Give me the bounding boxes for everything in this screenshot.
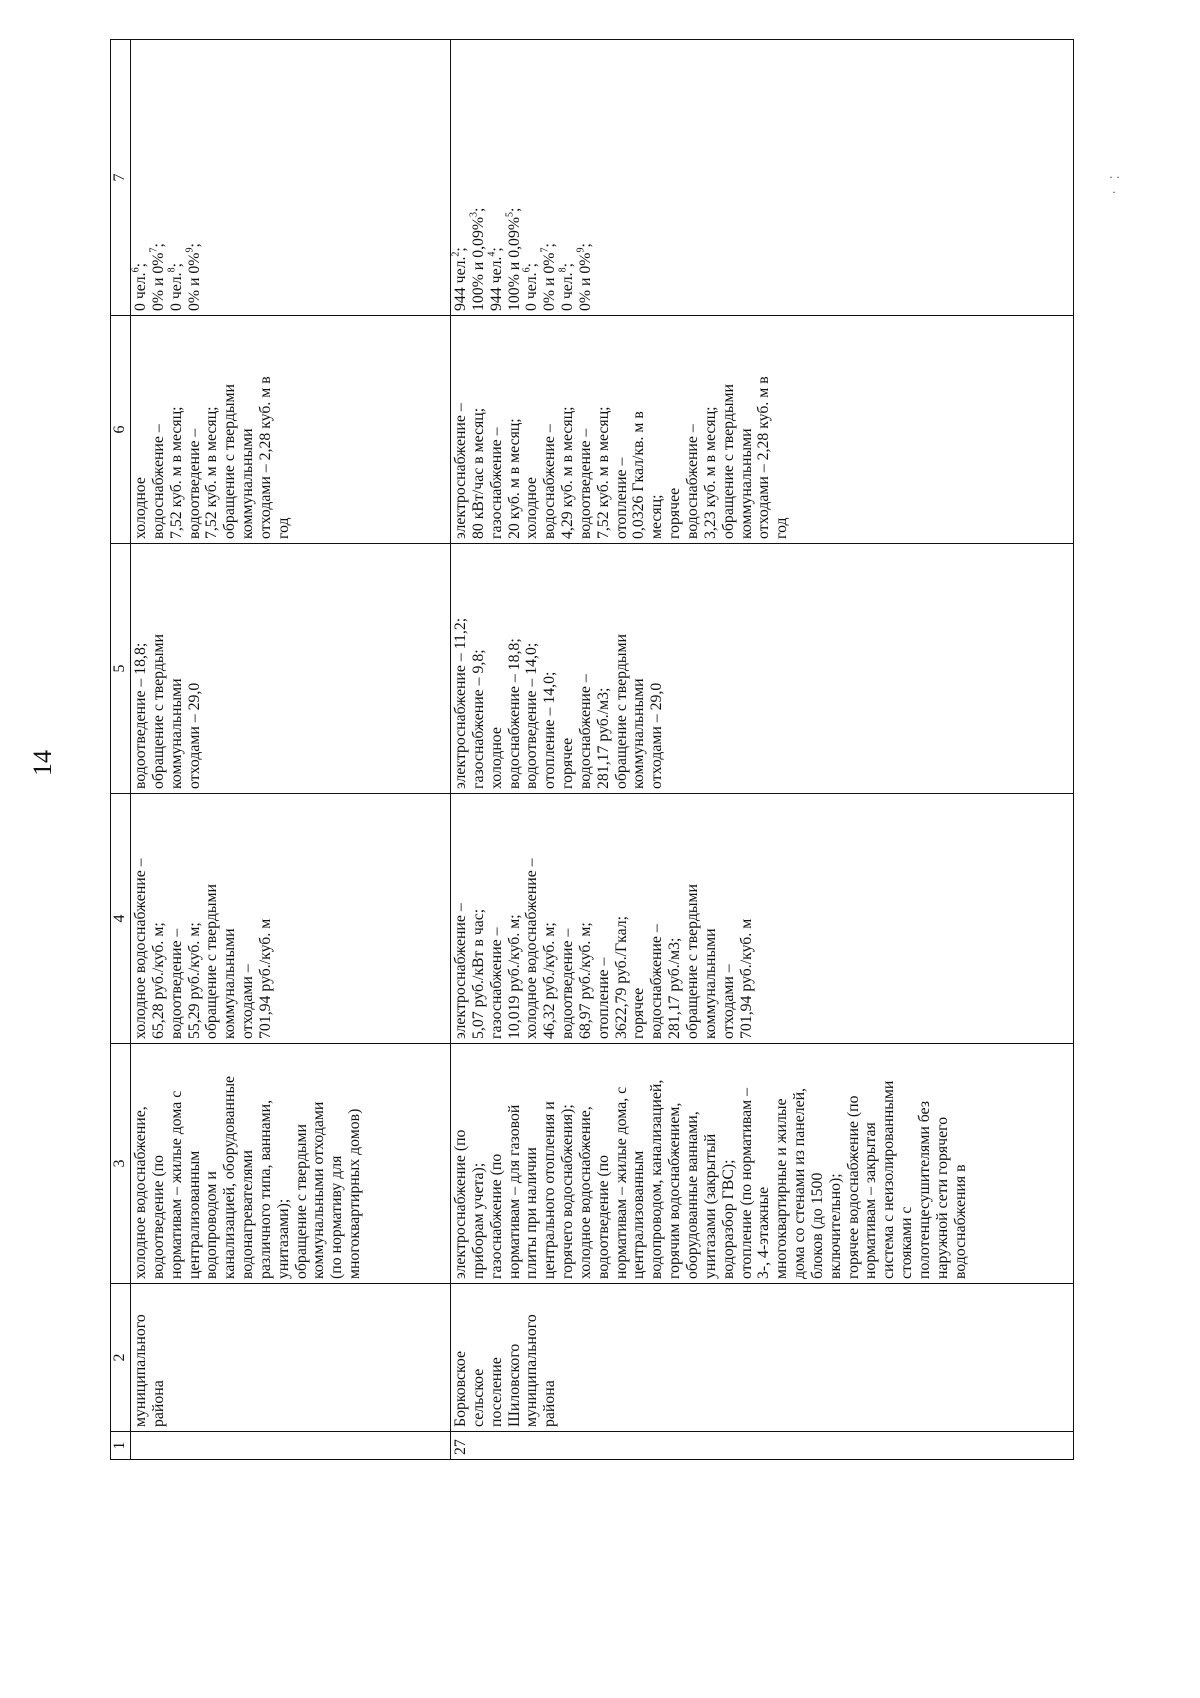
- cell-line: горячее: [559, 737, 577, 789]
- row-number-cell: 27: [451, 1432, 1074, 1460]
- cell-line: холодное: [132, 477, 149, 539]
- cell-line: района: [149, 1380, 167, 1427]
- footnote-marker: 6: [130, 267, 142, 273]
- header-cell-7: 7: [111, 40, 131, 316]
- population-cell: [131, 40, 451, 316]
- footnote-marker: 6: [522, 267, 534, 273]
- cell-line: отопление (по нормативам –: [737, 1087, 755, 1279]
- cell-line: 4,29 куб. м в месяц;: [559, 406, 577, 539]
- cell-line: год: [274, 517, 292, 539]
- cell-line: водоотведение – 14,0;: [523, 642, 541, 789]
- cell-line: отходами – 29,0: [648, 682, 666, 789]
- cell-line: водоотведение –: [576, 428, 594, 539]
- cell-line: обращение с твердыми: [221, 384, 239, 539]
- footnote-marker: 2: [450, 251, 462, 257]
- cell-line: многоквартирных домов): [346, 1108, 364, 1279]
- population-value: 0 чел.: [132, 272, 149, 311]
- cell-line: 7,52 куб. м в месяц;: [594, 406, 612, 539]
- cell-line: газоснабжение –: [487, 427, 505, 539]
- population-value: 0% и 0%: [149, 252, 167, 311]
- cell-line: 7,52 куб. м в месяц;: [167, 406, 185, 539]
- cell-line: обращение с твердыми: [683, 884, 701, 1039]
- scan-specks: · · ·: [1109, 170, 1120, 199]
- cell-line: водопроводом и: [203, 1171, 221, 1279]
- cell-line: нормативам – жилые дома, с: [612, 1086, 630, 1279]
- services-cell: [451, 1044, 1074, 1284]
- footnote-marker: 8: [557, 267, 569, 273]
- header-cell-5: 5: [111, 544, 131, 794]
- tariffs-cell: [131, 794, 451, 1044]
- cell-line: района: [541, 1380, 559, 1427]
- cell-line: система с неизолированными: [880, 1080, 898, 1279]
- cell-line: отходами –: [719, 964, 737, 1039]
- cell-line: коммунальными: [239, 428, 257, 539]
- cell-line: отопление –: [612, 457, 630, 539]
- cell-line: 10,019 руб./куб. м;: [505, 914, 523, 1039]
- header-cell-6: 6: [111, 316, 131, 544]
- cell-line: отходами –: [239, 964, 257, 1039]
- cell-line: холодное водоснабжение,: [576, 1106, 594, 1279]
- cell-line: 46,32 руб./куб. м;: [541, 922, 559, 1039]
- cell-line: горячего водоснабжения);: [559, 1104, 577, 1279]
- cell-line: плиты при наличии: [523, 1147, 541, 1279]
- cell-line: обращение с твердыми: [612, 634, 630, 789]
- population-line: 944 чел.$^2$;: [450, 247, 469, 311]
- territory-cell: [451, 1284, 1074, 1432]
- cell-line: холодное водоснабжение,: [132, 1106, 149, 1279]
- cell-line: водоразбор ГВС);: [719, 1159, 737, 1279]
- cell-line: водоснабжение –: [541, 424, 559, 539]
- cell-line: нормативам – для газовой: [505, 1104, 523, 1279]
- cell-line: электроснабжение –: [452, 903, 469, 1039]
- cell-line: Борковское: [452, 1351, 469, 1427]
- cell-line: электроснабжение (по: [452, 1129, 469, 1279]
- cell-line: водоснабжение –: [576, 674, 594, 789]
- cell-line: муниципального: [132, 1314, 149, 1427]
- volume-cell: [451, 316, 1074, 544]
- population-line: 0% и 0%$^7$;: [148, 243, 167, 311]
- growth-cell: [451, 544, 1074, 794]
- cell-line: централизованным: [630, 1150, 648, 1279]
- cell-line: 55,29 руб./куб. м;: [185, 922, 203, 1039]
- cell-line: горячее: [666, 487, 684, 539]
- volume-cell: [131, 316, 451, 544]
- cell-line: коммунальными: [221, 928, 239, 1039]
- footnote-marker: 9: [184, 247, 196, 253]
- population-line: 0 чел.$^6$;: [522, 262, 541, 311]
- cell-line: нормативам – жилые дома с: [167, 1090, 185, 1279]
- cell-line: 80 кВт/час в месяц;: [469, 407, 487, 539]
- population-value: 0% и 0%: [185, 252, 203, 311]
- footnote-marker: 3: [468, 211, 480, 217]
- population-line: 0% и 0%$^7$;: [539, 243, 559, 311]
- cell-line: включительно);: [826, 1173, 844, 1279]
- cell-line: коммунальными: [701, 928, 719, 1039]
- cell-line: холодное водоснабжение –: [132, 858, 149, 1039]
- population-value: 944 чел.: [452, 256, 469, 311]
- cell-line: различного типа, ваннами,: [256, 1099, 274, 1279]
- footnote-marker: 8: [166, 267, 178, 273]
- cell-line: 0,0326 Гкал/кв. м в: [630, 411, 648, 539]
- cell-line: приборам учета);: [469, 1162, 487, 1279]
- cell-line: коммунальными отходами: [310, 1101, 328, 1279]
- footnote-marker: 5: [504, 211, 516, 217]
- header-cell-1: 1: [111, 1432, 131, 1460]
- cell-line: унитазами);: [274, 1198, 292, 1279]
- cell-line: 701,94 руб./куб. м: [737, 918, 755, 1039]
- cell-line: год: [773, 517, 791, 539]
- cell-line: нормативам – закрытая: [862, 1122, 880, 1279]
- row-number-cell: [131, 1432, 451, 1460]
- cell-line: муниципального: [523, 1314, 541, 1427]
- header-cell-4: 4: [111, 794, 131, 1044]
- cell-line: холодное водоснабжение –: [523, 858, 541, 1039]
- population-value: 0 чел.: [167, 272, 185, 311]
- header-cell-3: 3: [111, 1044, 131, 1284]
- population-value: 944 чел.: [487, 256, 505, 311]
- population-value: 0% и 0%: [541, 252, 559, 311]
- cell-line: водоснабжение –: [149, 424, 167, 539]
- cell-line: водоотведение –: [559, 928, 577, 1039]
- footnote-marker: 7: [148, 247, 160, 253]
- cell-line: 5,07 руб./кВт в час;: [469, 908, 487, 1039]
- cell-line: водопроводом, канализацией,: [648, 1079, 666, 1279]
- cell-line: полотенцесушителями без: [915, 1100, 933, 1279]
- cell-line: дома со стенами из панелей,: [791, 1087, 809, 1279]
- cell-line: канализацией, оборудованные: [221, 1075, 239, 1279]
- cell-line: 701,94 руб./куб. м: [256, 918, 274, 1039]
- growth-cell: [131, 544, 451, 794]
- cell-line: водоотведение (по: [149, 1154, 167, 1279]
- cell-line: водоотведение –: [185, 428, 203, 539]
- cell-line: многоквартирные и жилые: [773, 1098, 791, 1279]
- cell-line: 3622,79 руб./Гкал;: [612, 915, 630, 1039]
- population-value: 0 чел.: [523, 272, 541, 311]
- cell-line: 3,23 куб. м в месяц;: [701, 406, 719, 539]
- population-cell: [451, 40, 1074, 316]
- cell-line: водоснабжение –: [648, 924, 666, 1039]
- footnote-marker: 9: [575, 247, 587, 253]
- cell-line: унитазами (закрытый: [701, 1133, 719, 1279]
- footnote-marker: 4: [486, 251, 498, 257]
- cell-line: горячее водоснабжение (по: [844, 1095, 862, 1279]
- services-cell: [131, 1044, 451, 1284]
- cell-line: 68,97 руб./куб. м;: [576, 922, 594, 1039]
- cell-line: сельское: [469, 1368, 487, 1427]
- cell-line: водоотведение – 18,8;: [132, 642, 149, 789]
- cell-line: водонагревателями: [239, 1150, 257, 1279]
- population-line: 0% и 0%$^9$;: [184, 243, 203, 311]
- population-value: 0% и 0%: [576, 252, 594, 311]
- cell-line: 65,28 руб./куб. м;: [149, 922, 167, 1039]
- table-row: [131, 40, 451, 1460]
- cell-line: централизованным: [185, 1150, 203, 1279]
- population-value: 100% и 0,09%: [469, 216, 487, 311]
- population-value: 100% и 0,09%: [505, 216, 523, 311]
- tariffs-cell: [451, 794, 1074, 1044]
- cell-line: газоснабжение –: [487, 927, 505, 1039]
- cell-line: отопление – 14,0;: [541, 671, 559, 789]
- cell-line: водоотведение –: [167, 928, 185, 1039]
- cell-line: 3-, 4-этажные: [755, 1186, 773, 1279]
- tariff-table: [110, 39, 1074, 1460]
- cell-line: водоснабжения в: [951, 1164, 969, 1279]
- cell-line: обращение с твердыми: [719, 384, 737, 539]
- cell-line: электроснабжение –: [452, 403, 469, 539]
- header-row: [111, 40, 131, 1460]
- cell-line: горячее: [630, 987, 648, 1039]
- header-cell-2: 2: [111, 1284, 131, 1432]
- table-row: [451, 40, 1074, 1460]
- cell-line: коммунальными: [737, 428, 755, 539]
- cell-line: блоков (до 1500: [808, 1172, 826, 1279]
- cell-line: наружной сети горячего: [933, 1116, 951, 1279]
- cell-line: коммунальными: [630, 678, 648, 789]
- cell-line: (по нормативу для: [328, 1155, 346, 1279]
- cell-line: отходами – 29,0: [185, 682, 203, 789]
- cell-line: отходами – 2,28 куб. м в: [755, 376, 773, 539]
- cell-line: стояками с: [898, 1206, 916, 1279]
- cell-line: водоотведение (по: [594, 1154, 612, 1279]
- cell-line: обращение с твердыми: [149, 634, 167, 789]
- cell-line: горячим водоснабжением,: [666, 1102, 684, 1279]
- population-line: 100% и 0,09%$^5$;: [504, 207, 523, 311]
- cell-line: месяц;: [648, 494, 666, 539]
- cell-line: газоснабжение – 9,8;: [469, 649, 487, 789]
- cell-line: 20 куб. м в месяц;: [505, 418, 523, 539]
- population-line: 944 чел.$^4$;: [486, 247, 505, 311]
- cell-line: 281,17 руб./м3;: [666, 937, 684, 1039]
- cell-line: оборудованные ваннами,: [683, 1111, 701, 1279]
- population-line: 0 чел.$^8$;: [557, 262, 577, 311]
- population-value: 0 чел.: [559, 272, 577, 311]
- population-line: 0 чел.$^8$;: [166, 262, 185, 311]
- cell-line: Шиловского: [505, 1343, 523, 1427]
- cell-line: 7,52 куб. м в месяц;: [203, 406, 221, 539]
- page-number: 14: [28, 750, 57, 776]
- population-line: 0 чел.$^6$;: [130, 262, 149, 311]
- cell-line: газоснабжение (по: [487, 1153, 505, 1279]
- population-line: 100% и 0,09%$^3$;: [468, 207, 487, 311]
- population-line: 0% и 0%$^9$;: [575, 243, 594, 311]
- cell-line: коммунальными: [167, 678, 185, 789]
- rotated-table-container: [110, 40, 1074, 1460]
- cell-line: холодное: [523, 477, 541, 539]
- cell-line: обращение с твердыми: [292, 1124, 310, 1279]
- footnote-marker: 7: [539, 247, 551, 253]
- cell-line: обращение с твердыми: [203, 884, 221, 1039]
- cell-line: центрального отопления и: [541, 1101, 559, 1279]
- territory-cell: [131, 1284, 451, 1432]
- cell-line: холодное: [487, 727, 505, 789]
- cell-line: водоснабжение –: [683, 424, 701, 539]
- cell-line: отходами – 2,28 куб. м в: [256, 376, 274, 539]
- cell-line: поселение: [487, 1357, 505, 1427]
- cell-line: водоснабжение – 18,8;: [505, 638, 523, 789]
- cell-line: отопление –: [594, 957, 612, 1039]
- cell-line: электроснабжение – 11,2;: [452, 617, 469, 789]
- cell-line: 281,17 руб./м3;: [594, 687, 612, 789]
